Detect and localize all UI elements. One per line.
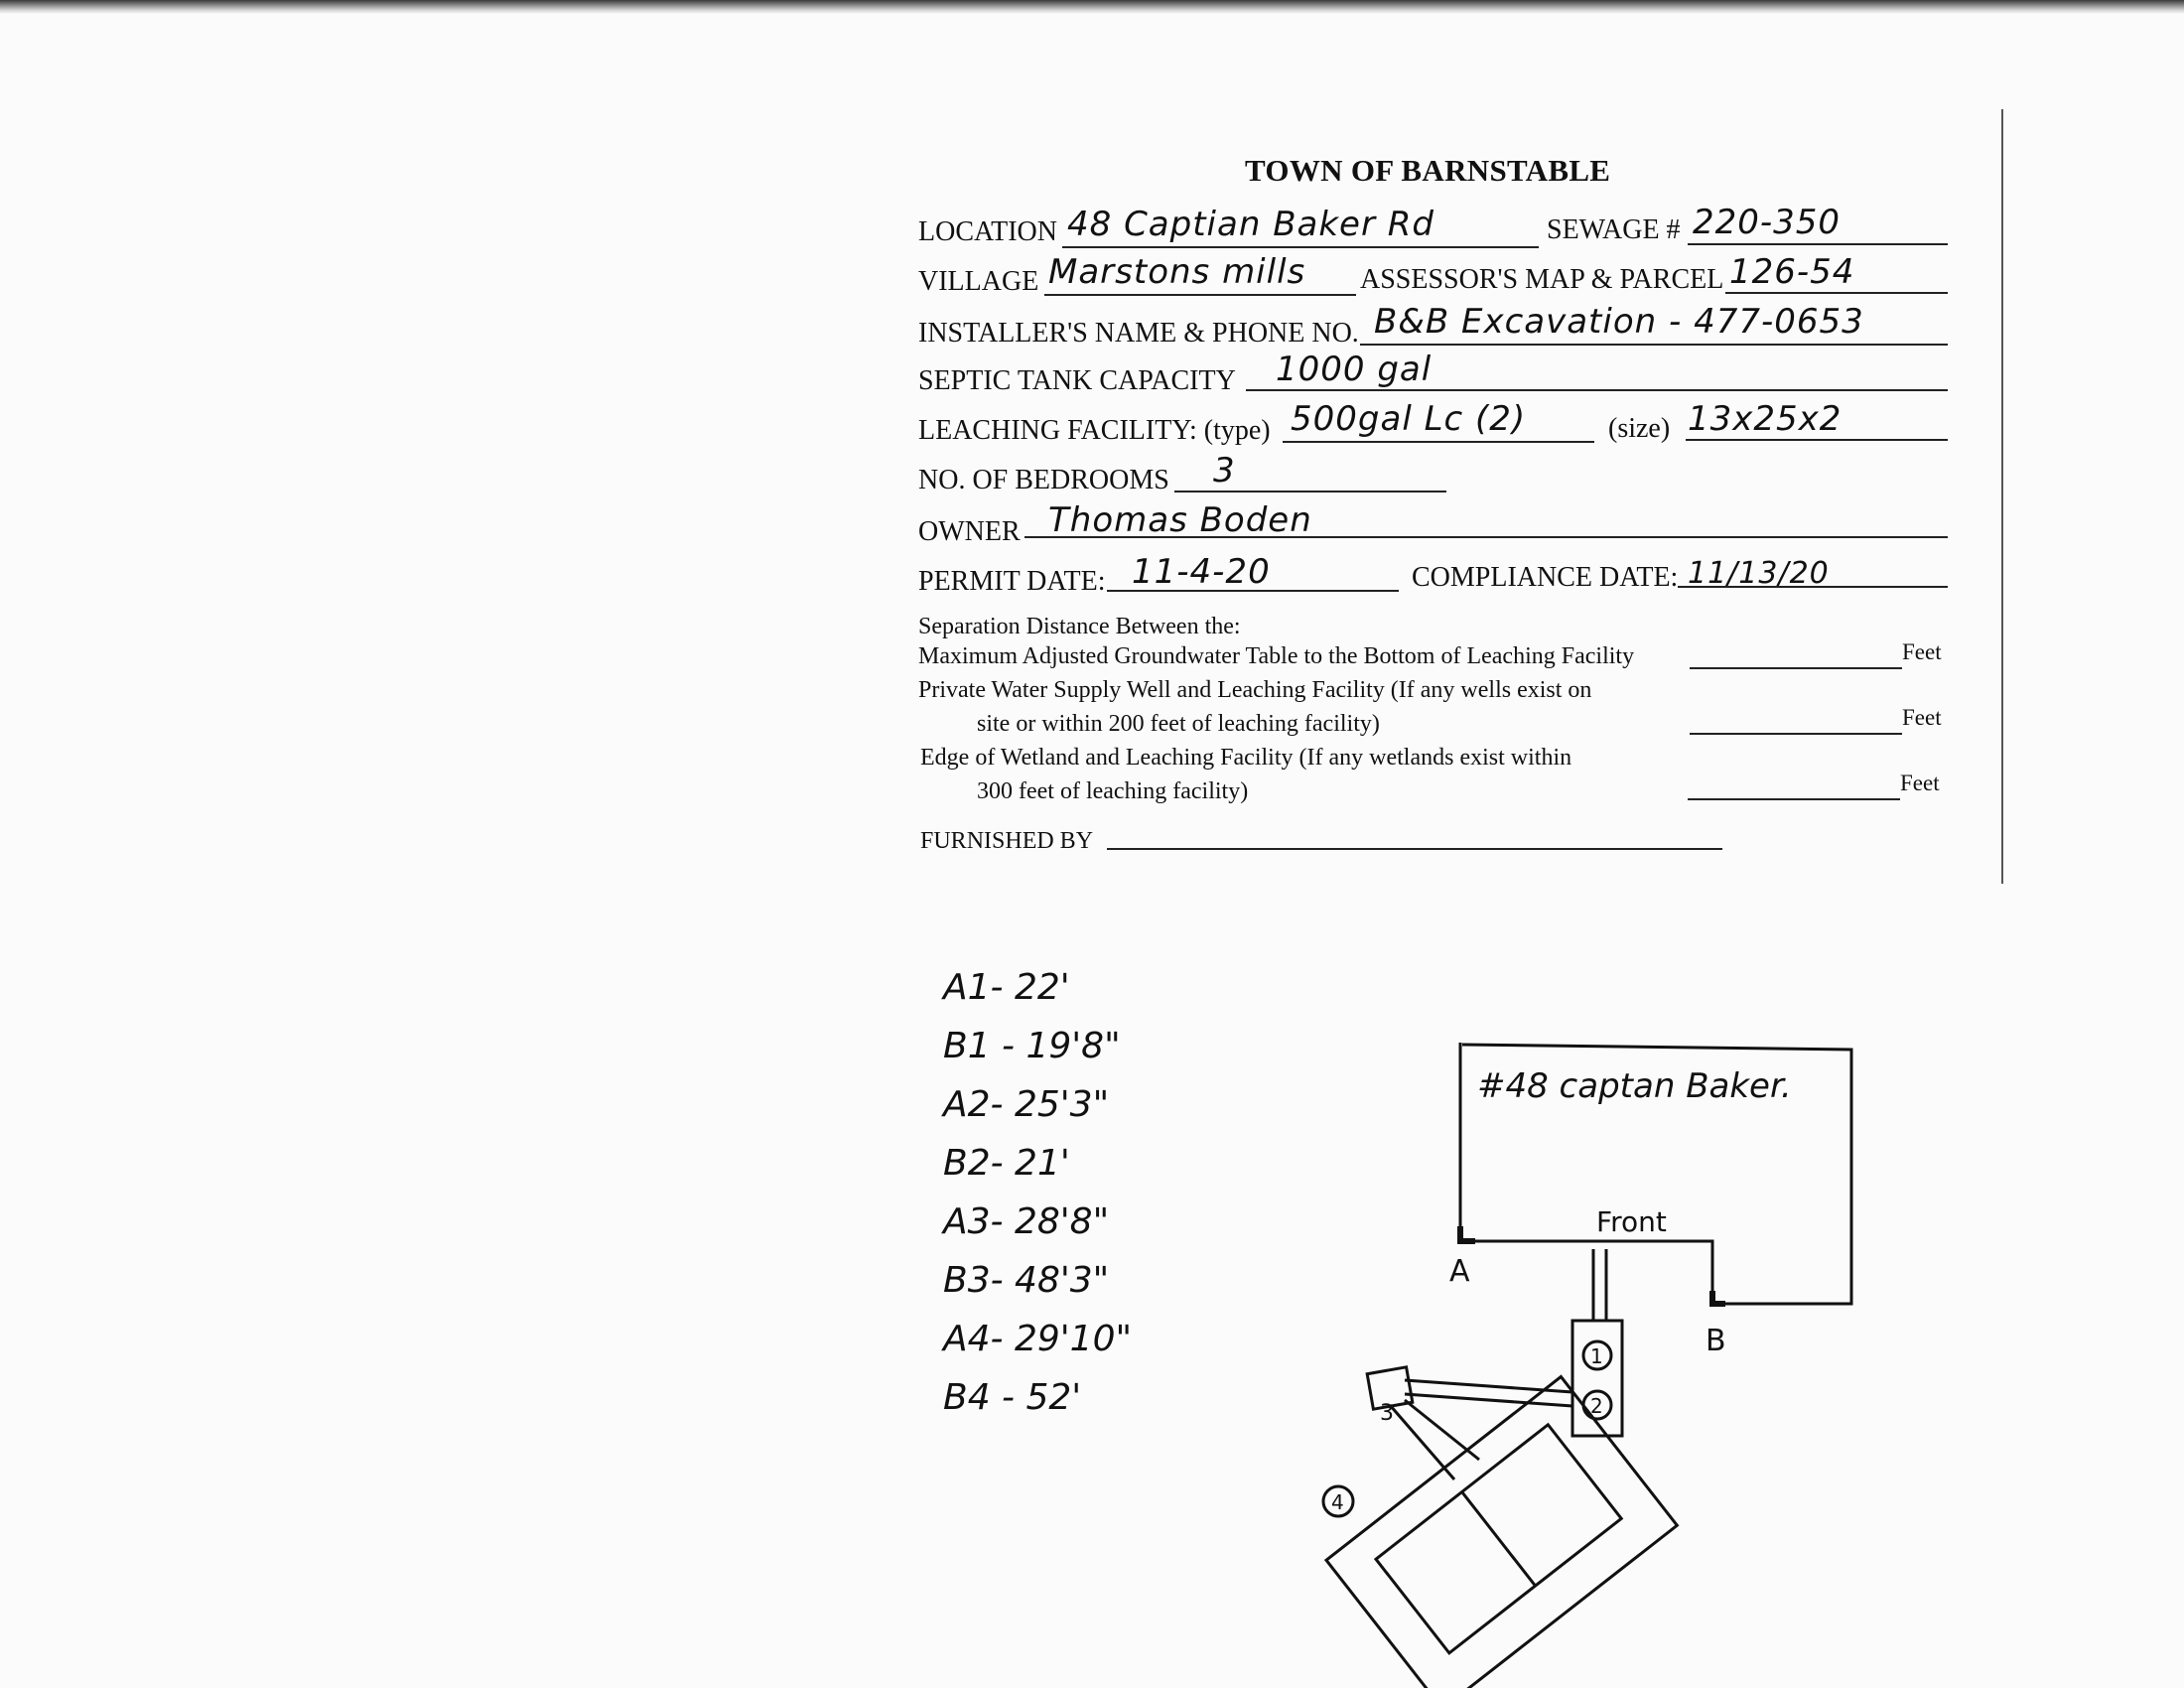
location-line (1062, 246, 1539, 248)
sep2-feet: Feet (1902, 705, 1942, 730)
tank-2-label: 2 (1590, 1394, 1603, 1418)
pipe-tank-dbox-2 (1405, 1394, 1572, 1406)
location-value: 48 Captian Baker Rd (1067, 205, 1434, 244)
bedrooms-value: 3 (1213, 451, 1236, 491)
assessor-value: 126-54 (1729, 252, 1855, 292)
village-line (1044, 294, 1356, 296)
leaching-divider (1462, 1492, 1536, 1587)
measurement-note: A1- 22' (943, 967, 1070, 1008)
sep2-line1: Private Water Supply Well and Leaching Facility (If any wells exist on (918, 677, 1592, 703)
sewage-line (1688, 243, 1948, 245)
scan-edge-shadow (0, 0, 2184, 14)
pipe-dbox-leach-2 (1405, 1400, 1479, 1460)
village-value: Marstons mills (1048, 252, 1306, 292)
dbox-3-label: 3 (1380, 1401, 1394, 1426)
sep2-line2: site or within 200 feet of leaching facility) (977, 711, 1380, 737)
leaching-field-outer (1326, 1377, 1677, 1688)
size-line (1686, 439, 1948, 441)
installer-line (1360, 344, 1948, 346)
assessor-line (1725, 292, 1948, 294)
sep1-text: Maximum Adjusted Groundwater Table to the Bottom of Leaching Facility (918, 643, 1635, 669)
size-value: 13x25x2 (1688, 399, 1843, 439)
septic-value: 1000 gal (1276, 350, 1433, 389)
leaching-type-value: 500gal Lc (2) (1291, 399, 1527, 439)
sep2-line (1690, 733, 1902, 735)
corner-b-label: B (1706, 1324, 1726, 1358)
installer-value: B&B Excavation - 477-0653 (1374, 302, 1864, 342)
measurement-notes (943, 958, 1132, 1427)
sep3-feet: Feet (1900, 771, 1940, 795)
measurement-note: A4- 29'10" (943, 1319, 1133, 1359)
size-label: (size) (1608, 413, 1671, 444)
measurement-note: B3- 48'3" (943, 1260, 1110, 1301)
sep1-feet: Feet (1902, 639, 1942, 664)
permit-value: 11-4-20 (1132, 552, 1271, 592)
bedrooms-label: NO. OF BEDROOMS (918, 465, 1169, 495)
village-label: VILLAGE (918, 266, 1039, 297)
site-sketch (1211, 1023, 1886, 1688)
measurement-note: B1 - 19'8" (943, 1026, 1121, 1066)
sep3-line2: 300 feet of leaching facility) (977, 778, 1249, 804)
bedrooms-line (1174, 491, 1446, 492)
corner-a-label: A (1449, 1254, 1470, 1289)
sep3-line1: Edge of Wetland and Leaching Facility (If any wetlands exist within (920, 745, 1572, 771)
leach-4-label: 4 (1331, 1490, 1344, 1514)
corner-a-mark (1460, 1226, 1475, 1241)
sep3-line (1688, 798, 1900, 800)
measurement-note: A2- 25'3" (943, 1084, 1110, 1125)
corner-b-mark (1712, 1291, 1725, 1304)
compliance-value: 11/13/20 (1688, 556, 1830, 591)
tank-1-label: 1 (1590, 1344, 1603, 1368)
sewage-label: SEWAGE # (1547, 214, 1681, 245)
installer-label: INSTALLER'S NAME & PHONE NO. (918, 318, 1359, 349)
page-edge-rule (2001, 109, 2003, 884)
form-title: TOWN OF BARNSTABLE (1245, 153, 1611, 188)
separation-heading: Separation Distance Between the: (918, 614, 1241, 639)
leaching-type-line (1283, 441, 1594, 443)
pipe-dbox-leach-1 (1390, 1405, 1454, 1479)
furnished-label: FURNISHED BY (920, 828, 1094, 854)
front-label: Front (1596, 1205, 1667, 1238)
septic-line (1246, 389, 1948, 391)
measurement-note: B4 - 52' (943, 1377, 1082, 1418)
measurement-note: A3- 28'8" (943, 1201, 1110, 1242)
location-label: LOCATION (918, 216, 1057, 247)
owner-label: OWNER (918, 516, 1021, 547)
leaching-label: LEACHING FACILITY: (type) (918, 415, 1271, 446)
furnished-line (1107, 848, 1722, 850)
septic-label: SEPTIC TANK CAPACITY (918, 365, 1236, 396)
sewage-value: 220-350 (1693, 203, 1842, 242)
measurement-note: B2- 21' (943, 1143, 1070, 1184)
permit-label: PERMIT DATE: (918, 566, 1106, 597)
house-label: #48 captan Baker. (1477, 1066, 1792, 1106)
assessor-label: ASSESSOR'S MAP & PARCEL (1360, 264, 1724, 295)
owner-value: Thomas Boden (1048, 500, 1312, 540)
sep1-line (1690, 667, 1902, 669)
compliance-label: COMPLIANCE DATE: (1412, 562, 1679, 593)
